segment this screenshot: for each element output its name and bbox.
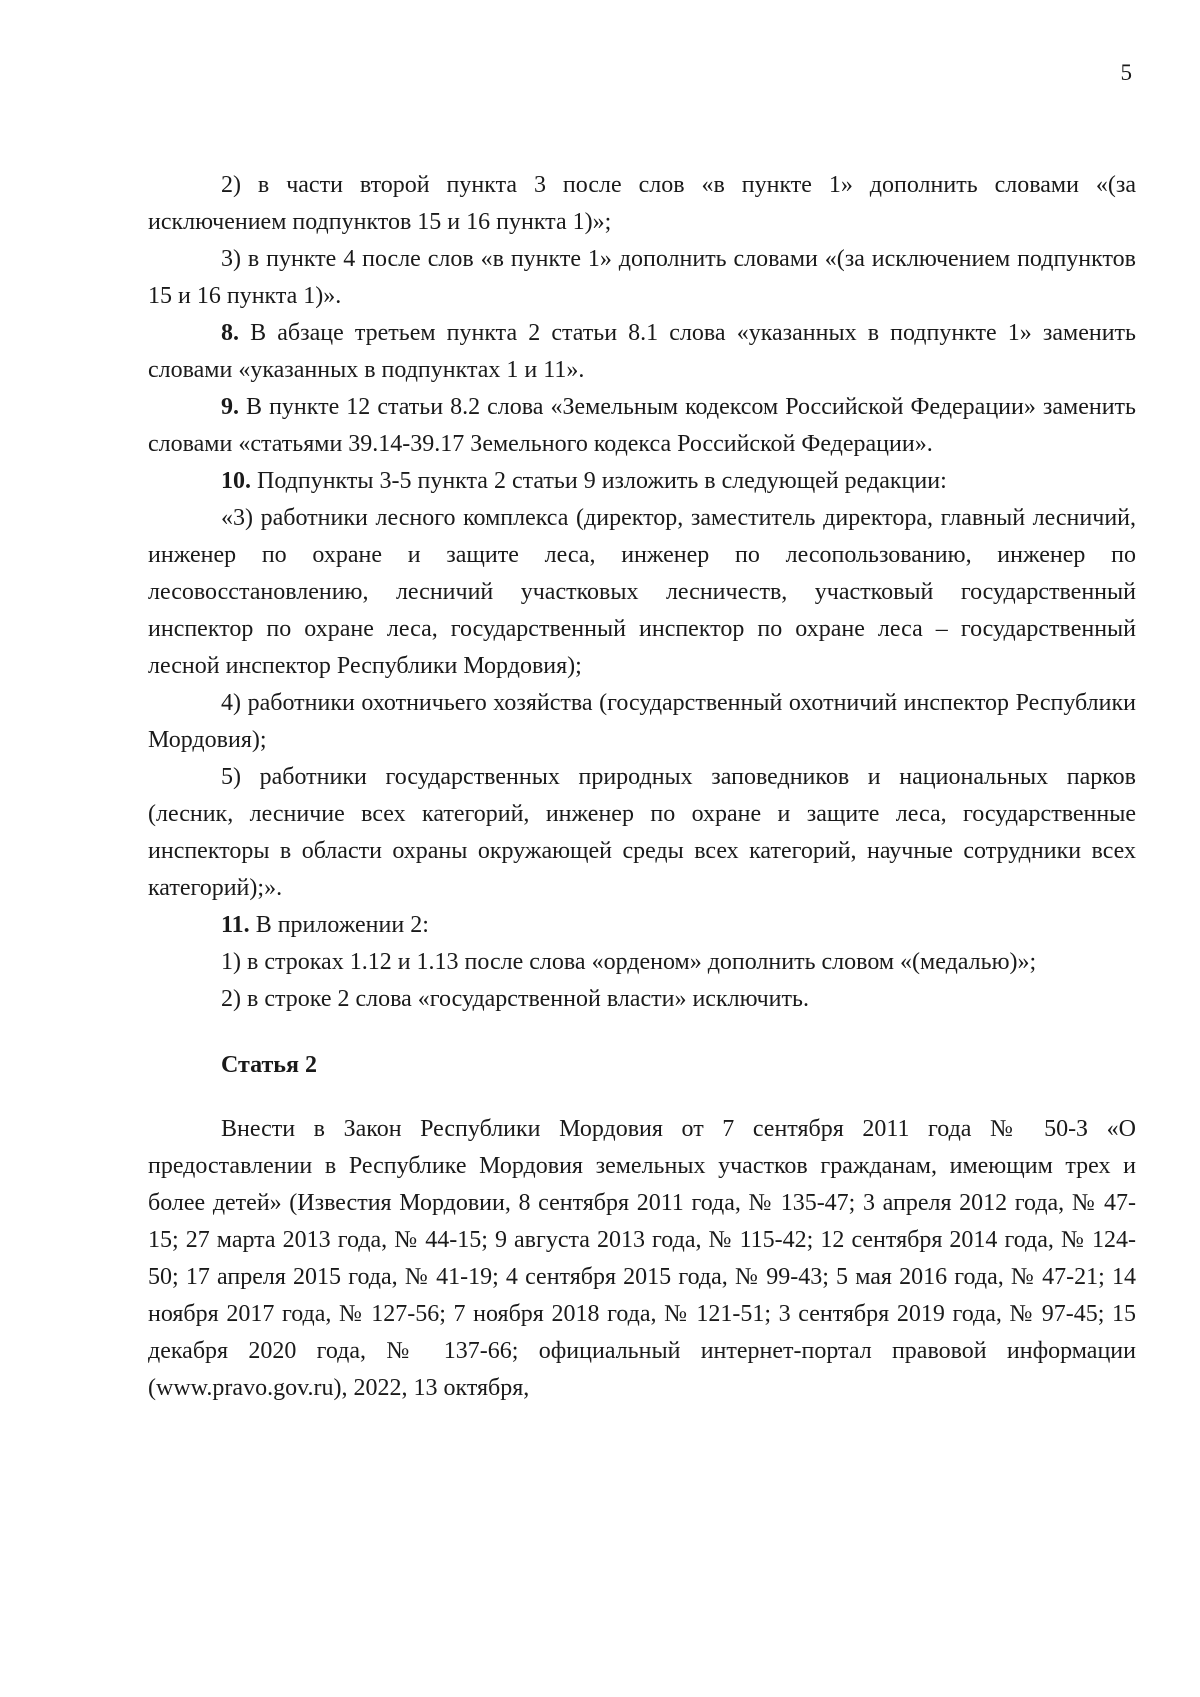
paragraph [148,389,1136,463]
paragraph-text: «3) работники лесного комплекса (директор, заместитель директора, главный лесничий, инженер по охране и защите леса, инженер по лесопользованию, инженер по лесовосстановлению, лесничий участковых лесничеств, участковый государственный инспектор по охране леса, государственный инспектор по охране леса – государственный лесной инспектор Республики Мордовия); [148,505,1136,679]
paragraph [148,241,1136,315]
paragraph [148,500,1136,685]
paragraph [148,167,1136,241]
paragraph-text: В абзаце третьем пункта 2 статьи 8.1 слова «указанных в подпункте 1» заменить словами «указанных в подпунктах 1 и 11». [148,320,1136,383]
paragraph [148,981,1136,1018]
paragraph-text: Подпункты 3-5 пункта 2 статьи 9 изложить в следующей редакции: [251,468,947,494]
paragraph-text: 2) в строке 2 слова «государственной власти» исключить. [221,986,809,1012]
paragraph [148,463,1136,500]
paragraph-text: В приложении 2: [249,912,429,938]
paragraph-text: 5) работники государственных природных заповедников и национальных парков (лесник, лесничие всех категорий, инженер по охране и защите леса, государственные инспекторы в области охраны окружающей среды всех категорий, научные сотрудники всех категорий);». [148,764,1136,901]
paragraph [148,907,1136,944]
paragraph-number: 11. [221,912,250,938]
article-heading: Статья 2 [221,1052,317,1078]
document-body [148,167,1136,1407]
paragraph [148,759,1136,907]
paragraph-text: 3) в пункте 4 после слов «в пункте 1» дополнить словами «(за исключением подпунктов 15 и 16 пункта 1)». [148,246,1136,309]
paragraph-number: 10. [221,468,251,494]
paragraph-text: В пункте 12 статьи 8.2 слова «Земельным кодексом Российской Федерации» заменить словами «статьями 39.14-39.17 Земельного кодекса Российской Федерации». [148,394,1136,457]
paragraph-text: Внести в Закон Республики Мордовия от 7 сентября 2011 года № 50-З «О предоставлении в Республике Мордовия земельных участков гражданам, имеющим трех и более детей» (Известия Мордовии, 8 сентября 2011 года, № 135-47; 3 апреля 2012 года, № 47-15; 27 марта 2013 года, № 44-15; 9 августа 2013 года, № 115-42; 12 сентября 2014 года, № 124-50; 17 апреля 2015 года, № 41-19; 4 сентября 2015 года, № 99-43; 5 мая 2016 года, № 47-21; 14 ноября 2017 года, № 127-56; 7 ноября 2018 года, № 121-51; 3 сентября 2019 года, № 97-45; 15 декабря 2020 года, № 137-66; официальный интернет-портал правовой информации (www.pravo.gov.ru), 2022, 13 октября, [148,1116,1136,1401]
paragraph [148,685,1136,759]
paragraph-number: 8. [221,320,239,346]
paragraph [148,1111,1136,1407]
amendments-section [148,167,1136,1018]
paragraph-text: 2) в части второй пункта 3 после слов «в пункте 1» дополнить словами «(за исключением подпунктов 15 и 16 пункта 1)»; [148,172,1136,235]
page-number: 5 [1120,60,1132,85]
paragraph [148,944,1136,981]
paragraph [148,315,1136,389]
paragraph-number: 9. [221,394,239,420]
paragraph-text: 4) работники охотничьего хозяйства (государственный охотничий инспектор Республики Мордовия); [148,690,1136,753]
article-2-section [148,1111,1136,1407]
paragraph-text: 1) в строках 1.12 и 1.13 после слова «орденом» дополнить словом «(медалью)»; [221,949,1037,975]
